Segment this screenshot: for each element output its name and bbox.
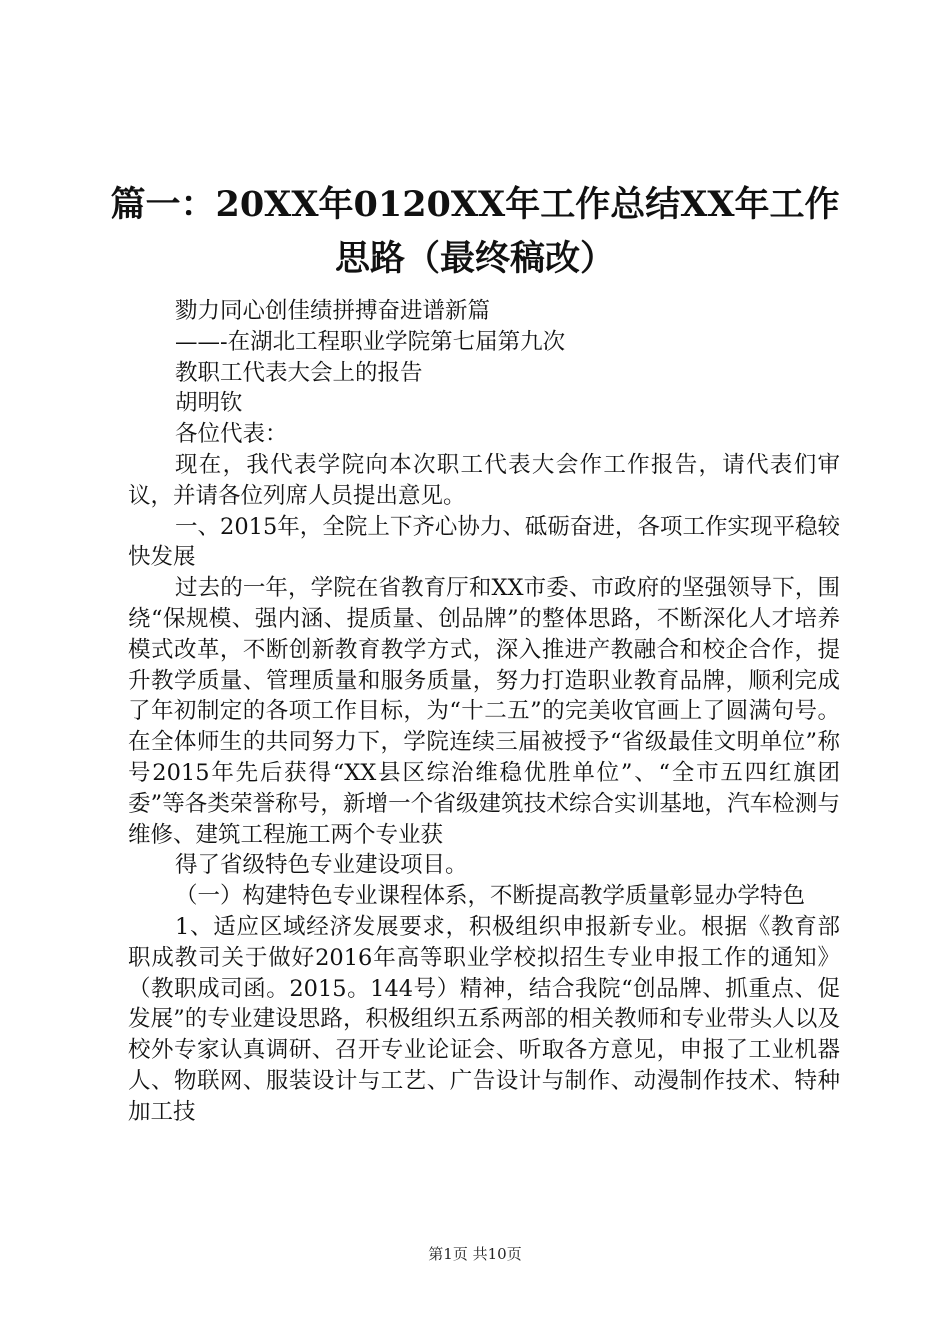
section-heading: 一、2015年，全院上下齐心协力、砥砺奋进，各项工作实现平稳较快发展: [128, 513, 840, 571]
subsection-heading: （一）构建特色专业课程体系，不断提高教学质量彰显办学特色: [175, 883, 806, 910]
paragraph: 现在，我代表学院向本次职工代表大会作工作报告，请代表们审议，并请各位列席人员提出意见。: [128, 451, 840, 509]
paragraph: 过去的一年，学院在省教育厅和XX市委、市政府的坚强领导下，围绕“保规模、强内涵、提质量、创品牌”的整体思路，不断深化人才培养模式改革，不断创新教育教学方式，深入推进产教融合和校企合作，提升教学质量、管理质量和服务质量，努力打造职业教育品牌，顺利完成了年初制定的各项工作目标，为“十二五”的完美收官画上了圆满句号。在全体师生的共同努力下，学院连续三届被授予“省级最佳文明单位”称号2015年先后获得“XX县区综治维稳优胜单位”、“全市五四红旗团委”等各类荣誉称号，新增一个省级建筑技术综合实训基地，汽车检测与维修、建筑工程施工两个专业获: [128, 575, 840, 848]
report-subheading-cont: 教职工代表大会上的报告: [175, 359, 423, 386]
paragraph: 得了省级特色专业建设项目。: [175, 852, 468, 879]
salutation: 各位代表：: [175, 421, 288, 448]
document-body: [128, 296, 840, 1128]
report-heading: 勠力同心创佳绩拼搏奋进谱新篇: [175, 298, 491, 324]
author-name: 胡明钦: [175, 390, 243, 417]
document-title: 篇一：20XX年0120XX年工作总结XX年工作思路（最终稿改）: [110, 184, 840, 279]
report-subheading: ——-在湖北工程职业学院第七届第九次: [175, 328, 566, 355]
paragraph: 1、适应区域经济发展要求，积极组织申报新专业。根据《教育部职成教司关于做好2016年高等职业学校拟招生专业申报工作的通知》（教职成司函。2015。144号）精神，结合我院“创品牌、抓重点、促发展”的专业建设思路，积极组织五系两部的相关教师和专业带头人以及校外专家认真调研、召开专业论证会、听取各方意见，申报了工业机器人、物联网、服装设计与工艺、广告设计与制作、动漫制作技术、特种加工技: [128, 913, 840, 1125]
page-footer: 第1页 共10页: [428, 1245, 522, 1263]
